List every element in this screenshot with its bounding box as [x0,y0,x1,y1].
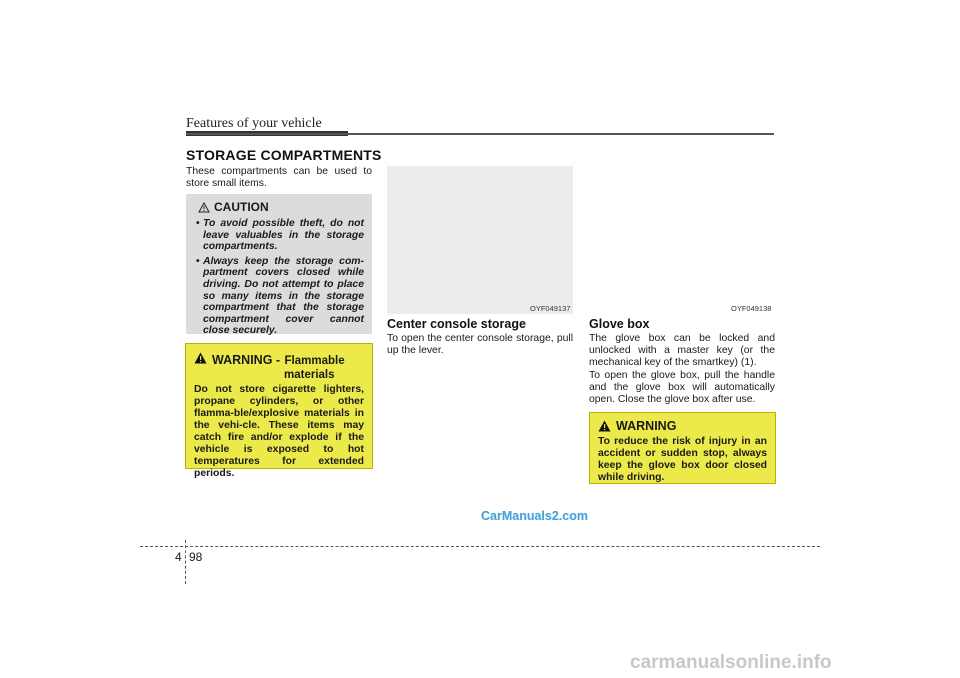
flammable-warning-subtitle: Flammable [284,355,345,367]
flammable-warning-text: Do not store cigarette lighters, propane cylinders, or other flamma-ble/explosive materials in the vehi-cle. These items may catch fire and/or explode if the vehicle is exposed to hot temperatures for extended periods. [194,384,364,479]
flammable-warning-subtitle-2: materials [284,369,335,381]
caution-header [198,200,364,214]
page-header-title: Features of your vehicle [186,116,322,131]
center-console-text: To open the center console storage, pull up the lever. [387,333,573,356]
warning-triangle-filled-icon [194,352,207,364]
warning-triangle-outline-icon [198,202,210,213]
footer-rule [140,546,820,547]
flammable-warning-header [194,351,364,381]
footer-vertical-rule [185,540,186,584]
header-rule [186,133,774,135]
caution-title: CAUTION [214,200,269,214]
glove-box-text-1: The glove box can be locked and unlocked with a master key (or the mechanical key of the smartkey) (1). [589,333,775,368]
glove-box-photo-code: OYF049138 [731,304,772,313]
caution-list [194,218,364,337]
section-intro: These compartments can be used to store small items. [186,166,372,189]
page-chapter-number: 4 [175,550,182,564]
glove-box-warning-text: To reduce the risk of injury in an accident or sudden stop, always keep the glove box door closed while driving. [598,436,767,483]
center-console-photo-code: OYF049137 [530,304,571,313]
glove-box-warning-header [598,420,767,433]
glove-box-photo [589,166,775,314]
watermark-link[interactable]: CarManuals2.com [481,509,588,523]
glove-box-title: Glove box [589,317,650,331]
glove-box-warning-title: WARNING [616,419,677,433]
section-title: STORAGE COMPARTMENTS [186,147,382,163]
center-console-title: Center console storage [387,317,526,331]
glove-box-text-2: To open the glove box, pull the handle and the glove box will automatically open. Close the glove box after use. [589,370,775,405]
flammable-warning-title: WARNING - [212,353,281,367]
center-console-photo [387,166,573,314]
site-footer-link[interactable]: carmanualsonline.info [630,652,832,673]
flammable-warning-box [185,343,373,479]
warning-triangle-filled-icon [598,420,611,432]
caution-item: • Always keep the storage com-partment covers closed while driving. Do not attempt to place so many items in the storage compartment that the storage compartment cover cannot close securely. [196,255,364,337]
caution-item: • To avoid possible theft, do not leave valuables in the storage compartments. [196,218,364,253]
glove-box-warning-box [589,412,776,484]
caution-box [186,194,372,337]
page-number: 98 [189,550,203,564]
